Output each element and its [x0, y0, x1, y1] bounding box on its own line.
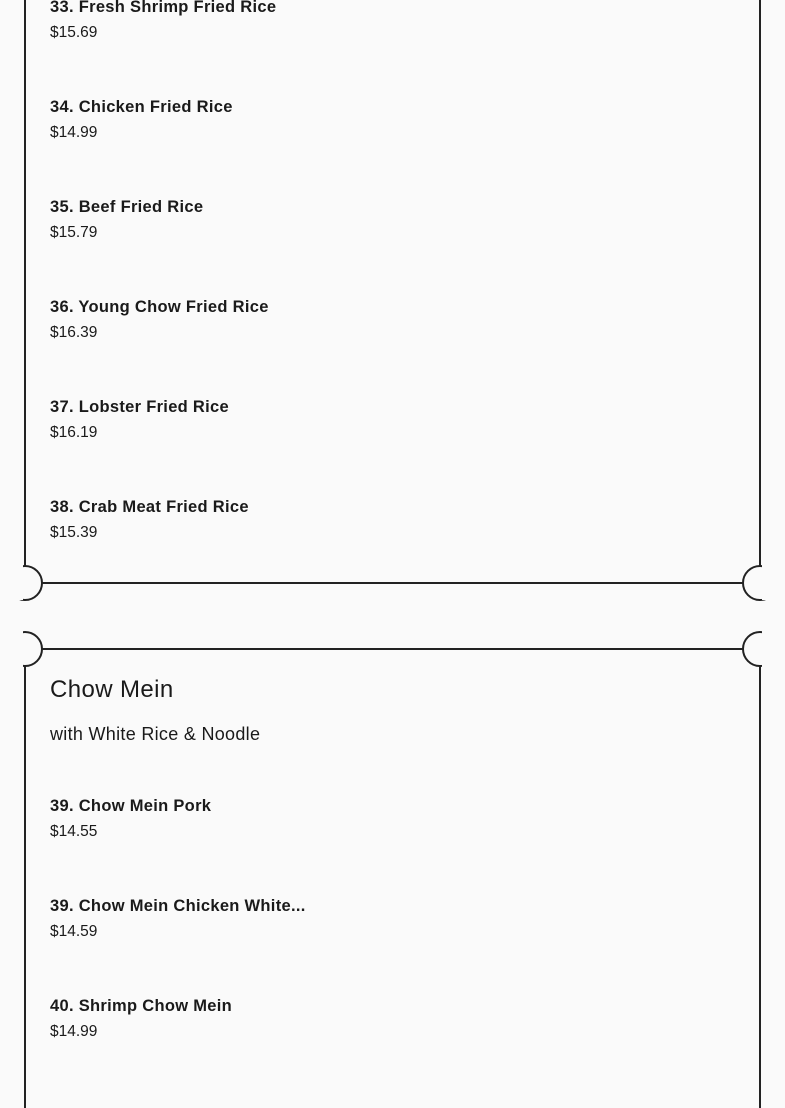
menu-item-price: $14.59	[50, 923, 98, 940]
menu-item-price: $14.99	[50, 1023, 98, 1040]
section-subtitle: with White Rice & Noodle	[50, 724, 261, 744]
menu-item-price: $15.39	[50, 524, 98, 541]
menu-item-price: $16.39	[50, 324, 98, 341]
menu-item[interactable]	[50, 796, 211, 842]
corner-mask	[0, 560, 23, 600]
menu-item-name: 40. Shrimp Chow Mein	[50, 997, 233, 1015]
section-title: Chow Mein	[50, 676, 174, 703]
menu-item-name: 39. Chow Mein Chicken White...	[50, 897, 306, 915]
menu-item-price: $16.19	[50, 424, 98, 441]
menu-item-name: 39. Chow Mein Pork	[50, 797, 212, 815]
corner-mask	[762, 560, 785, 600]
menu-item-name: 33. Fresh Shrimp Fried Rice	[50, 0, 277, 16]
menu-item[interactable]	[50, 497, 249, 543]
menu-item-name: 35. Beef Fried Rice	[50, 198, 204, 216]
menu-item[interactable]	[50, 197, 203, 243]
menu-item-name: 34. Chicken Fried Rice	[50, 98, 233, 116]
menu-item-price: $14.99	[50, 124, 98, 141]
menu-item-price: $14.55	[50, 823, 98, 840]
menu-item[interactable]	[50, 97, 233, 143]
menu-item-name: 37. Lobster Fried Rice	[50, 398, 229, 416]
menu-item-price: $15.69	[50, 24, 98, 41]
menu-item-name: 36. Young Chow Fried Rice	[50, 298, 269, 316]
menu-item[interactable]	[50, 297, 269, 343]
menu-item-price: $15.79	[50, 224, 98, 241]
corner-mask	[762, 630, 785, 670]
menu-item[interactable]	[50, 397, 229, 443]
menu-item[interactable]	[50, 996, 232, 1042]
menu-item[interactable]	[50, 0, 276, 43]
corner-mask	[0, 630, 23, 670]
menu-item-name: 38. Crab Meat Fried Rice	[50, 498, 249, 516]
menu-item[interactable]	[50, 896, 306, 942]
